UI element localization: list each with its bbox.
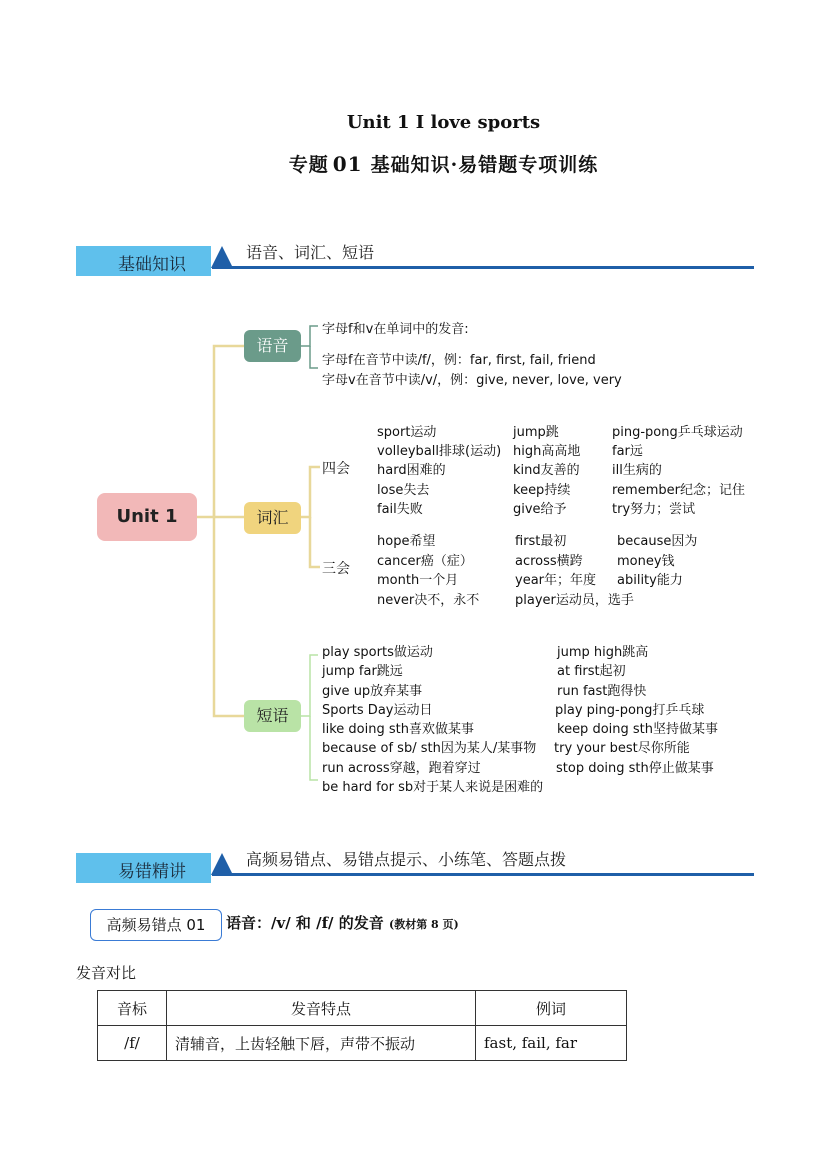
table-header: 例词: [476, 991, 627, 1026]
pronunciation-table: [97, 990, 627, 1061]
subtitle-prefix: 专题: [288, 154, 329, 176]
phrase-item: run across穿越，跑着穿过: [322, 761, 481, 776]
pronunciation-line: 字母v在音节中读/v/，例：give, never, love, very: [322, 373, 622, 388]
vocab-four-label: 四会: [322, 461, 350, 477]
vocab-word: money钱: [617, 554, 675, 569]
table-row: [98, 1026, 627, 1061]
vocab-word: kind友善的: [513, 463, 580, 478]
vocab-word: hard困难的: [377, 463, 446, 478]
phrase-item: jump high跳高: [557, 645, 649, 660]
vocab-three-label: 三会: [322, 561, 350, 577]
vocab-word: cancer癌（症）: [377, 554, 473, 569]
vocab-word: month一个月: [377, 573, 459, 588]
phrase-item: give up放弃某事: [322, 684, 423, 699]
document-title: Unit 1 I love sports: [346, 112, 541, 133]
error-point-heading: [226, 912, 459, 933]
vocab-word: ping-pong乒乓球运动: [612, 425, 743, 440]
node-vocabulary: 词汇: [244, 502, 301, 534]
vocab-word: never决不，永不: [377, 593, 480, 608]
table-header-row: [98, 991, 627, 1026]
phrase-item: play sports做运动: [322, 645, 433, 660]
phrase-item: stop doing sth停止做某事: [556, 761, 714, 776]
vocab-word: high高高地: [513, 444, 581, 459]
vocab-word: jump跳: [513, 425, 559, 440]
vocab-word: because因为: [617, 534, 698, 549]
section2-label: 易错精讲: [118, 862, 186, 882]
subtitle-rest: 基础知识·易错题专项训练: [370, 154, 599, 176]
phrase-item: like doing sth喜欢做某事: [322, 722, 474, 737]
table-cell: 清辅音，上齿轻触下唇，声带不振动: [167, 1026, 476, 1061]
vocab-word: keep持续: [513, 483, 571, 498]
vocab-word: player运动员，选手: [515, 593, 634, 608]
vocab-word: first最初: [515, 534, 567, 549]
vocab-word: fail失败: [377, 502, 423, 517]
phrase-item: because of sb/ sth因为某人/某事物: [322, 741, 537, 756]
section2-rule: [212, 873, 754, 876]
node-phrases: 短语: [244, 700, 301, 732]
vocab-word: give给予: [513, 502, 567, 517]
phrase-item: at first起初: [557, 664, 626, 679]
vocab-word: across横跨: [515, 554, 583, 569]
phrase-item: keep doing sth坚持做某事: [557, 722, 718, 737]
vocab-word: lose失去: [377, 483, 430, 498]
phrase-item: be hard for sb对于某人来说是困难的: [322, 780, 544, 795]
error-point-box: 高频易错点 01: [90, 909, 222, 941]
vocab-word: remember纪念；记住: [612, 483, 745, 498]
table-header: 发音特点: [167, 991, 476, 1026]
phrase-item: jump far跳远: [322, 664, 403, 679]
pronunciation-line: 字母f在音节中读/f/，例：far, first, fail, friend: [322, 353, 596, 368]
vocab-word: volleyball排球(运动): [377, 444, 502, 459]
vocab-word: ill生病的: [612, 463, 662, 478]
mindmap-root: Unit 1: [97, 493, 197, 541]
phrase-item: try your best尽你所能: [554, 741, 690, 756]
error-point-title: 语音：/v/ 和 /f/ 的发音: [226, 914, 384, 932]
subtitle-number: 01: [332, 152, 363, 176]
pronunciation-line: 字母f和v在单词中的发音:: [322, 322, 469, 337]
phrase-item: play ping-pong打乒乓球: [555, 703, 705, 718]
table-cell: /f/: [98, 1026, 167, 1061]
section2-subtitle: 高频易错点、易错点提示、小练笔、答题点拨: [246, 850, 567, 869]
vocab-word: ability能力: [617, 573, 683, 588]
node-pronunciation: 语音: [244, 330, 301, 362]
vocab-word: sport运动: [377, 425, 437, 440]
vocab-word: hope希望: [377, 534, 436, 549]
table-header: 音标: [98, 991, 167, 1026]
error-point-note: (教材第 8 页): [388, 918, 459, 931]
table-cell: fast, fail, far: [476, 1026, 627, 1061]
vocab-word: far远: [612, 444, 643, 459]
phrase-item: Sports Day运动日: [322, 703, 433, 718]
vocab-word: try努力；尝试: [612, 502, 696, 517]
section1-label: 基础知识: [118, 255, 186, 275]
phrase-item: run fast跑得快: [557, 684, 647, 699]
vocab-word: year年；年度: [515, 573, 597, 588]
compare-label: 发音对比: [76, 964, 137, 982]
section1-subtitle: 语音、词汇、短语: [246, 243, 375, 262]
